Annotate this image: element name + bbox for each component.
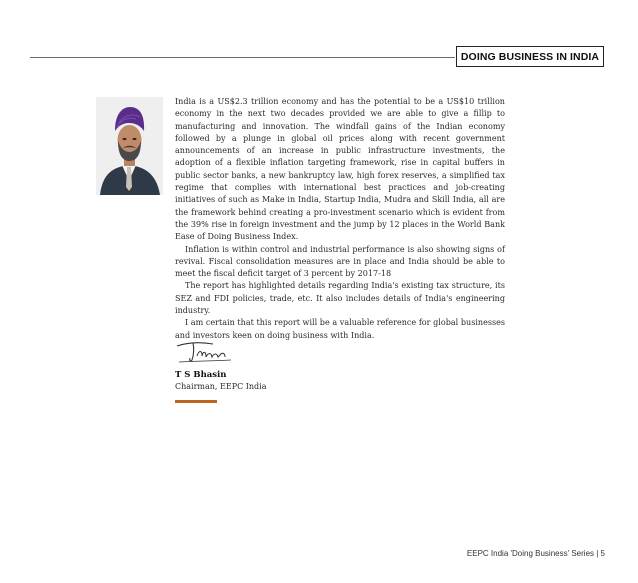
- handwritten-signature: [175, 336, 235, 364]
- paragraph: I am certain that this report will be a valuable reference for global businesses and investors keen on doing business with India.: [175, 318, 505, 340]
- section-title-box: [456, 46, 604, 67]
- paragraph: India is a US$2.3 trillion economy and has the potential to be a US$10 trillion economy in the next two decades provided we are able to give a fillip to manufacturing and innovation. The windfall gains of the Indian economy followed by a plunge in global oil prices along with recent government announcements of an increase in public infrastructure investments, the adoption of a flexible inflation targeting framework, rise in capital buffers in public sector banks, a new bankruptcy law, high forex reserves, a simplified tax regime that complies with international best practices and job-creating initiatives of such as Make in India, Startup India, Mudra and Skill India, all are the framework behind creating a pro-investment scenario which is evident from the 39% rise in foreign investment and the jump by 12 places in the World Bank Ease of Doing Business Index.: [175, 97, 505, 242]
- header-rule: [30, 57, 455, 58]
- paragraph: The report has highlighted details regarding India's existing tax structure, its SEZ and FDI policies, trade, etc. It also includes details of India's engineering industry.: [175, 281, 505, 316]
- section-title: DOING BUSINESS IN INDIA: [460, 50, 600, 63]
- paragraph: Inflation is within control and industrial performance is also showing signs of revival. Fiscal consolidation measures are in place and India should be able to meet the fiscal deficit target of 3 percent by 2017-18: [175, 244, 505, 279]
- accent-bar: [175, 400, 217, 403]
- signatory-name: T S Bhasin: [175, 370, 227, 380]
- message-body: [175, 96, 505, 342]
- page-footer: EEPC India 'Doing Business' Series | 5: [466, 549, 605, 558]
- signatory-title: Chairman, EEPC India: [175, 382, 267, 391]
- chairman-portrait: [96, 97, 163, 195]
